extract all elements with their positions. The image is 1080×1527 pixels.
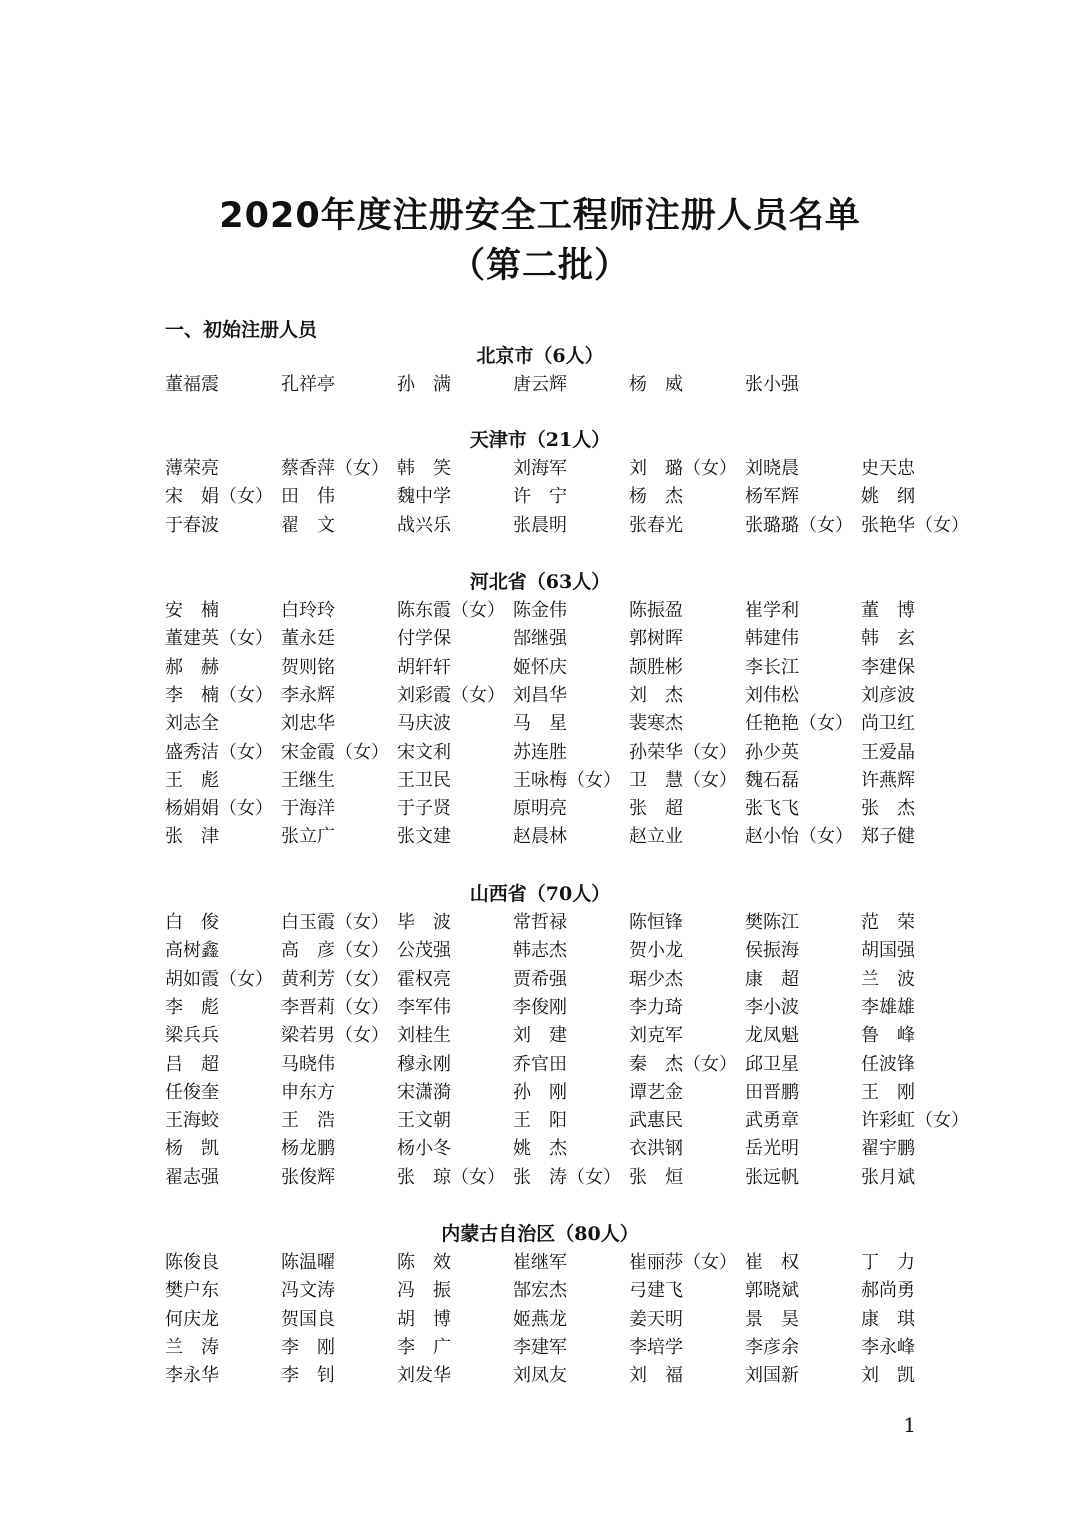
person-name: 韩志杰	[513, 940, 567, 962]
person-name: 王继生	[281, 769, 335, 791]
person-name: 郜宏杰	[513, 1280, 567, 1302]
person-name: 张晨明	[513, 514, 567, 536]
region-heading: 北京市（6人）	[476, 345, 604, 367]
person-name: 王海蛟	[165, 1110, 219, 1132]
person-name: 韩 笑	[397, 458, 451, 479]
person-name: 杨龙鹏	[281, 1138, 335, 1160]
person-name: 李力琦	[629, 996, 683, 1018]
person-name: 刘昌华	[513, 684, 567, 706]
name-row	[165, 937, 985, 965]
person-name: 唐云辉	[513, 374, 567, 395]
person-name: 翟志强	[165, 1166, 219, 1188]
person-name: 丁 力	[861, 1252, 915, 1273]
person-name: 弓建飞	[629, 1280, 683, 1302]
name-row	[165, 966, 985, 994]
name-row	[165, 1107, 985, 1135]
person-name: 王爱晶	[861, 741, 915, 763]
person-name: 马晓伟	[281, 1053, 335, 1075]
person-name: 于子贤	[397, 798, 451, 820]
person-name: 刘彩霞（女）	[397, 684, 505, 706]
person-name: 宋文利	[397, 741, 451, 763]
name-row	[165, 1277, 985, 1305]
person-name: 王 浩	[281, 1110, 335, 1132]
name-row	[165, 994, 985, 1022]
person-name: 刘彦波	[861, 684, 915, 706]
person-name: 刘发华	[397, 1365, 451, 1387]
person-name: 于海洋	[281, 798, 335, 820]
person-name: 武勇章	[745, 1110, 799, 1132]
person-name: 黄利芳（女）	[281, 968, 389, 990]
person-name: 姜天明	[629, 1308, 683, 1330]
person-name: 刘晓晨	[745, 458, 799, 479]
person-name: 兰 波	[861, 968, 915, 990]
person-name: 孔祥亭	[281, 374, 335, 395]
person-name: 孙 刚	[513, 1081, 567, 1103]
person-name: 苏连胜	[513, 741, 567, 763]
person-name: 张文建	[397, 826, 451, 848]
person-name: 董建英（女）	[165, 628, 273, 650]
name-row	[165, 739, 985, 767]
person-name: 兰 涛	[165, 1336, 219, 1358]
person-name: 霍权亮	[397, 968, 451, 990]
person-name: 王 刚	[861, 1081, 915, 1103]
person-name: 刘 凯	[861, 1365, 915, 1387]
person-name: 刘志全	[165, 713, 219, 735]
person-name: 许 宁	[513, 486, 567, 508]
name-row	[165, 710, 985, 738]
person-name: 李永辉	[281, 684, 335, 706]
person-name: 王咏梅（女）	[513, 769, 621, 791]
person-name: 张璐璐（女）	[745, 514, 853, 536]
person-name: 刘 福	[629, 1365, 683, 1387]
person-name: 杨军辉	[745, 486, 799, 508]
person-name: 颉胜彬	[629, 656, 683, 678]
person-name: 赵小怡（女）	[745, 826, 853, 848]
person-name: 赵立业	[629, 826, 683, 848]
person-name: 张 涛（女）	[513, 1166, 621, 1188]
name-row	[165, 597, 985, 625]
person-name: 韩 玄	[861, 628, 915, 650]
person-name: 姚 杰	[513, 1138, 567, 1160]
person-name: 刘 璐（女）	[629, 458, 737, 479]
person-name: 任波锋	[861, 1053, 915, 1075]
person-name: 李永华	[165, 1365, 219, 1387]
person-name: 岳光明	[745, 1138, 799, 1160]
person-name: 董永廷	[281, 628, 335, 650]
name-row	[165, 1249, 985, 1277]
person-name: 张立广	[281, 826, 335, 848]
person-name: 琚少杰	[629, 968, 683, 990]
person-name: 王卫民	[397, 769, 451, 791]
person-name: 卫 慧（女）	[629, 769, 737, 791]
person-name: 杨小冬	[397, 1138, 451, 1160]
person-name: 贺小龙	[629, 940, 683, 962]
person-name: 毕 波	[397, 912, 451, 933]
person-name: 战兴乐	[397, 514, 451, 536]
person-name: 李永峰	[861, 1336, 915, 1358]
person-name: 王 阳	[513, 1110, 567, 1132]
region-heading: 河北省（63人）	[469, 571, 611, 593]
name-row	[165, 1051, 985, 1079]
person-name: 白玲玲	[281, 600, 335, 621]
person-name: 刘克军	[629, 1025, 683, 1047]
person-name: 申东方	[281, 1081, 335, 1103]
person-name: 郭树晖	[629, 628, 683, 650]
person-name: 王文朝	[397, 1110, 451, 1132]
person-name: 翟 文	[281, 514, 335, 536]
person-name: 尚卫红	[861, 713, 915, 735]
person-name: 李 广	[397, 1336, 451, 1358]
person-name: 李军伟	[397, 996, 451, 1018]
person-name: 衣洪钢	[629, 1138, 683, 1160]
person-name: 赵晨林	[513, 826, 567, 848]
person-name: 宋 娟（女）	[165, 486, 273, 508]
person-name: 张小强	[745, 374, 799, 395]
name-row	[165, 654, 985, 682]
person-name: 胡国强	[861, 940, 915, 962]
person-name: 陈金伟	[513, 600, 567, 621]
person-name: 蔡香萍（女）	[281, 458, 389, 479]
person-name: 宋潇漪	[397, 1081, 451, 1103]
person-name: 公茂强	[397, 940, 451, 962]
person-name: 景 昊	[745, 1308, 799, 1330]
person-name: 陈东霞（女）	[397, 600, 505, 621]
name-row	[165, 682, 985, 710]
person-name: 武惠民	[629, 1110, 683, 1132]
person-name: 张 琼（女）	[397, 1166, 505, 1188]
name-row	[165, 1022, 985, 1050]
person-name: 张艳华（女）	[861, 514, 969, 536]
person-name: 梁兵兵	[165, 1025, 219, 1047]
person-name: 樊户东	[165, 1280, 219, 1302]
person-name: 陈恒锋	[629, 912, 683, 933]
person-name: 张 超	[629, 798, 683, 820]
person-name: 高 彦（女）	[281, 940, 389, 962]
person-name: 韩建伟	[745, 628, 799, 650]
person-name: 李建军	[513, 1336, 567, 1358]
person-name: 刘海军	[513, 458, 567, 479]
person-name: 张 烜	[629, 1166, 683, 1188]
person-name: 白 俊	[165, 912, 219, 933]
person-name: 杨 凯	[165, 1138, 219, 1160]
person-name: 陈俊良	[165, 1252, 219, 1273]
person-name: 崔学利	[745, 600, 799, 621]
person-name: 刘桂生	[397, 1025, 451, 1047]
region-heading: 山西省（70人）	[469, 883, 611, 905]
person-name: 侯振海	[745, 940, 799, 962]
person-name: 鲁 峰	[861, 1025, 915, 1047]
name-row	[165, 483, 985, 511]
person-name: 董福震	[165, 374, 219, 395]
person-name: 贺则铭	[281, 656, 335, 678]
person-name: 白玉霞（女）	[281, 912, 389, 933]
person-name: 梁若男（女）	[281, 1025, 389, 1047]
person-name: 胡轩轩	[397, 656, 451, 678]
person-name: 何庆龙	[165, 1308, 219, 1330]
person-name: 贾希强	[513, 968, 567, 990]
person-name: 李建保	[861, 656, 915, 678]
person-name: 董 博	[861, 600, 915, 621]
person-name: 孙 满	[397, 374, 451, 395]
person-name: 穆永刚	[397, 1053, 451, 1075]
name-row	[165, 1079, 985, 1107]
document-title-line2: （第二批）	[449, 246, 630, 286]
person-name: 龙凤魁	[745, 1025, 799, 1047]
person-name: 宋金霞（女）	[281, 741, 389, 763]
person-name: 田 伟	[281, 486, 335, 508]
person-name: 樊陈江	[745, 912, 799, 933]
person-name: 刘 杰	[629, 684, 683, 706]
name-row	[165, 371, 985, 399]
person-name: 许燕辉	[861, 769, 915, 791]
person-name: 秦 杰（女）	[629, 1053, 737, 1075]
document-title-line1: 2020年度注册安全工程师注册人员名单	[219, 196, 861, 236]
person-name: 李 彪	[165, 996, 219, 1018]
person-name: 杨 威	[629, 374, 683, 395]
person-name: 李晋莉（女）	[281, 996, 389, 1018]
person-name: 崔 权	[745, 1252, 799, 1273]
person-name: 乔官田	[513, 1053, 567, 1075]
person-name: 于春波	[165, 514, 219, 536]
person-name: 安 楠	[165, 600, 219, 621]
person-name: 姬燕龙	[513, 1308, 567, 1330]
person-name: 崔继军	[513, 1252, 567, 1273]
person-name: 裴寒杰	[629, 713, 683, 735]
person-name: 邱卫星	[745, 1053, 799, 1075]
person-name: 陈 效	[397, 1252, 451, 1273]
name-row	[165, 455, 985, 483]
person-name: 谭艺金	[629, 1081, 683, 1103]
person-name: 原明亮	[513, 798, 567, 820]
person-name: 刘伟松	[745, 684, 799, 706]
person-name: 薄荣亮	[165, 458, 219, 479]
person-name: 张 杰	[861, 798, 915, 820]
person-name: 郭晓斌	[745, 1280, 799, 1302]
person-name: 郜继强	[513, 628, 567, 650]
person-name: 陈温曜	[281, 1252, 335, 1273]
person-name: 刘 建	[513, 1025, 567, 1047]
person-name: 李 楠（女）	[165, 684, 273, 706]
name-row	[165, 1362, 985, 1390]
person-name: 康 超	[745, 968, 799, 990]
name-row	[165, 625, 985, 653]
person-name: 李长江	[745, 656, 799, 678]
person-name: 常哲禄	[513, 912, 567, 933]
person-name: 高树鑫	[165, 940, 219, 962]
person-name: 马 星	[513, 713, 567, 735]
person-name: 魏中学	[397, 486, 451, 508]
person-name: 张春光	[629, 514, 683, 536]
person-name: 李雄雄	[861, 996, 915, 1018]
region-heading: 内蒙古自治区（80人）	[441, 1223, 639, 1245]
person-name: 姬怀庆	[513, 656, 567, 678]
person-name: 刘凤友	[513, 1365, 567, 1387]
person-name: 盛秀洁（女）	[165, 741, 273, 763]
person-name: 冯 振	[397, 1280, 451, 1302]
name-row	[165, 767, 985, 795]
name-row	[165, 909, 985, 937]
person-name: 李 刚	[281, 1336, 335, 1358]
person-name: 陈振盈	[629, 600, 683, 621]
person-name: 李培学	[629, 1336, 683, 1358]
name-row	[165, 1334, 985, 1362]
person-name: 张俊辉	[281, 1166, 335, 1188]
person-name: 付学保	[397, 628, 451, 650]
person-name: 魏石磊	[745, 769, 799, 791]
person-name: 刘国新	[745, 1365, 799, 1387]
name-row	[165, 1135, 985, 1163]
region-heading: 天津市（21人）	[469, 429, 611, 451]
page-number: 1	[903, 1413, 916, 1437]
person-name: 胡如霞（女）	[165, 968, 273, 990]
section-heading: 一、初始注册人员	[165, 319, 318, 341]
name-row	[165, 512, 985, 540]
person-name: 张月斌	[861, 1166, 915, 1188]
person-name: 田晋鹏	[745, 1081, 799, 1103]
person-name: 王 彪	[165, 769, 219, 791]
person-name: 康 琪	[861, 1308, 915, 1330]
person-name: 孙荣华（女）	[629, 741, 737, 763]
person-name: 胡 博	[397, 1308, 451, 1330]
person-name: 任艳艳（女）	[745, 713, 853, 735]
person-name: 郝尚勇	[861, 1280, 915, 1302]
person-name: 张 津	[165, 826, 219, 848]
person-name: 崔丽莎（女）	[629, 1252, 737, 1273]
person-name: 姚 纲	[861, 486, 915, 508]
person-name: 马庆波	[397, 713, 451, 735]
person-name: 张远帆	[745, 1166, 799, 1188]
person-name: 李小波	[745, 996, 799, 1018]
person-name: 史天忠	[861, 458, 915, 479]
person-name: 许彩虹（女）	[861, 1110, 969, 1132]
person-name: 范 荣	[861, 912, 915, 933]
person-name: 李 钊	[281, 1365, 335, 1387]
name-row	[165, 795, 985, 823]
person-name: 李俊刚	[513, 996, 567, 1018]
person-name: 杨 杰	[629, 486, 683, 508]
person-name: 张飞飞	[745, 798, 799, 820]
person-name: 任俊奎	[165, 1081, 219, 1103]
person-name: 吕 超	[165, 1053, 219, 1075]
person-name: 冯文涛	[281, 1280, 335, 1302]
name-row	[165, 1164, 985, 1192]
person-name: 郑子健	[861, 826, 915, 848]
name-row	[165, 1306, 985, 1334]
name-row	[165, 823, 985, 851]
person-name: 翟宇鹏	[861, 1138, 915, 1160]
person-name: 郝 赫	[165, 656, 219, 678]
person-name: 刘忠华	[281, 713, 335, 735]
person-name: 贺国良	[281, 1308, 335, 1330]
person-name: 李彦余	[745, 1336, 799, 1358]
person-name: 杨娟娟（女）	[165, 798, 273, 820]
person-name: 孙少英	[745, 741, 799, 763]
